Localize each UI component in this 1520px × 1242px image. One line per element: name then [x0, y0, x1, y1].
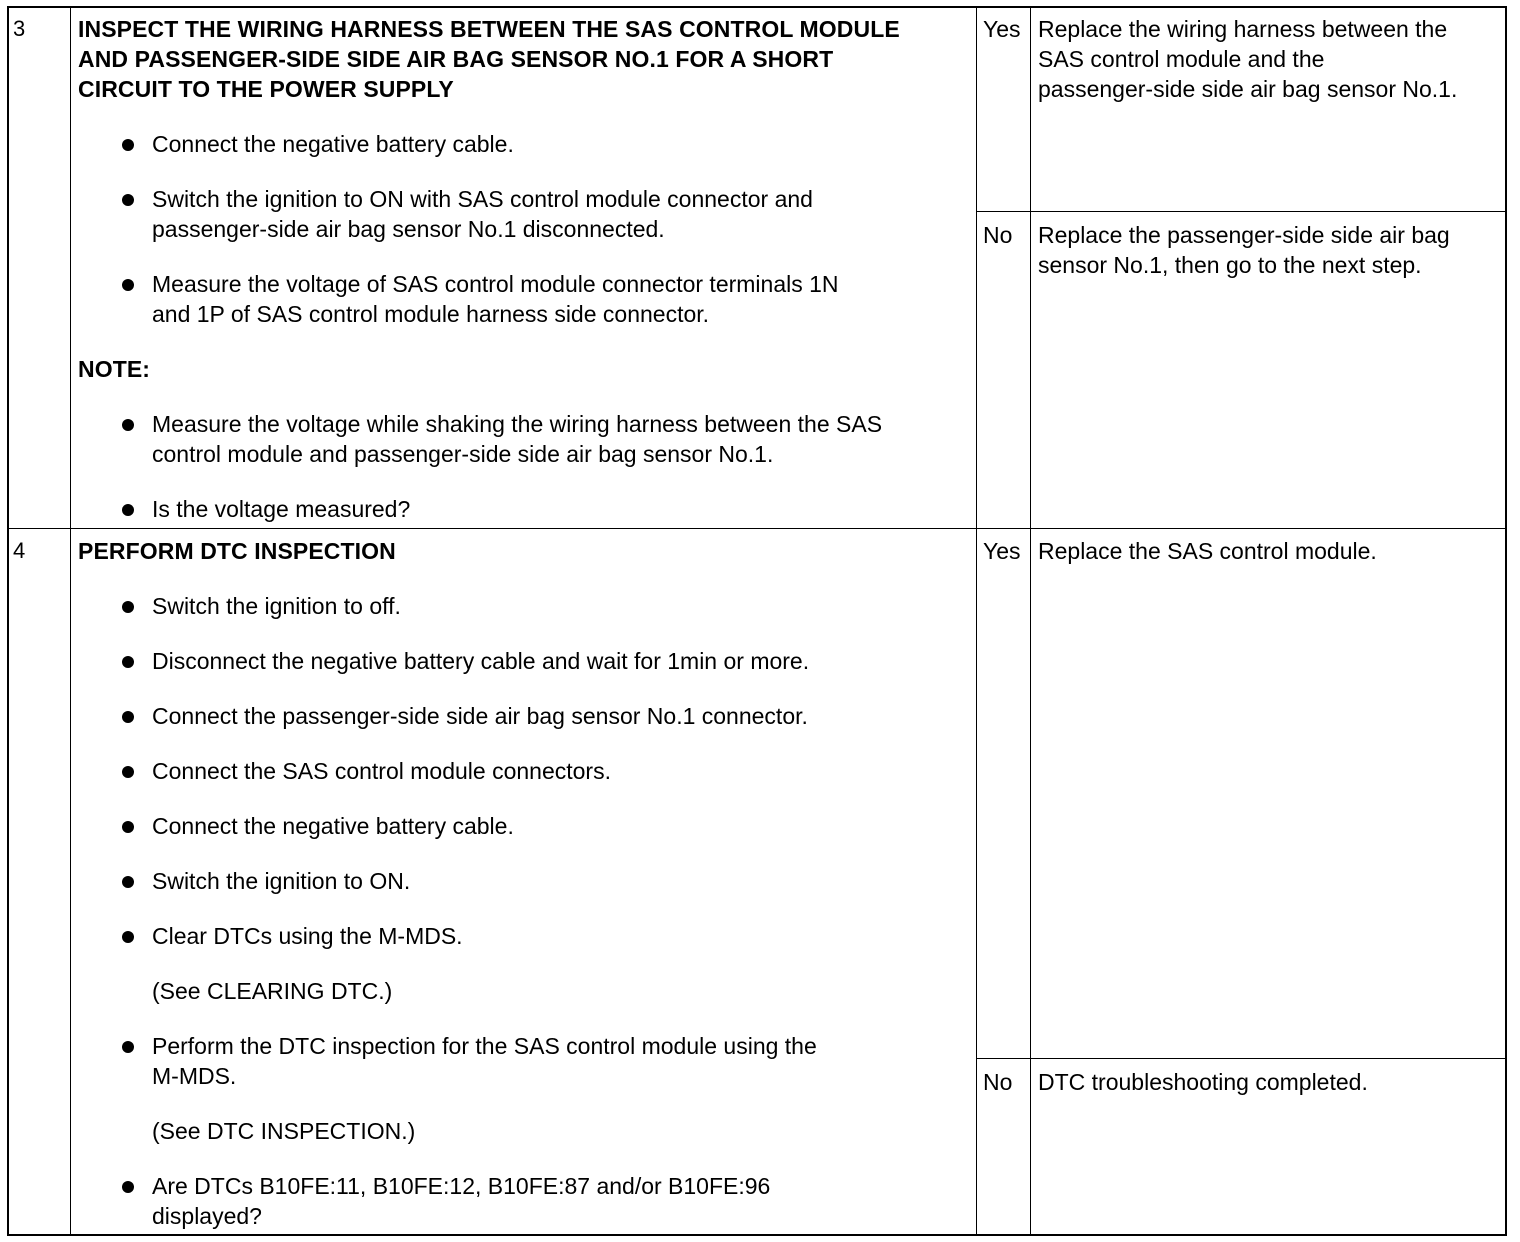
row-divider-step3-yes-no [977, 211, 1506, 212]
list-item-text: Connect the negative battery cable. [152, 813, 514, 839]
bullet-icon [122, 139, 134, 151]
step-3-content [78, 14, 973, 524]
yes-result: Replace the wiring harness between the SAS control module and the passenger-side side air bag sensor No.1. [1038, 16, 1458, 102]
reference-text: (See DTC INSPECTION.) [152, 1118, 416, 1144]
no-result: Replace the passenger-side side air bag sensor No.1, then go to the next step. [1038, 222, 1450, 278]
bullet-icon [122, 766, 134, 778]
no-label: No [983, 1069, 1013, 1095]
bullet-icon [122, 419, 134, 431]
bullet-icon [122, 876, 134, 888]
heading-line: AND PASSENGER-SIDE SIDE AIR BAG SENSOR NO.1 FOR A SHORT [78, 46, 834, 72]
bullet-icon [122, 656, 134, 668]
list-item-text: Is the voltage measured? [152, 496, 411, 522]
list-item-text: Switch the ignition to ON. [152, 868, 411, 894]
yes-label: Yes [983, 16, 1021, 42]
bullet-icon [122, 931, 134, 943]
list-item-text: Connect the SAS control module connectors. [152, 758, 611, 784]
list-item-text: Connect the passenger-side side air bag sensor No.1 connector. [152, 703, 808, 729]
bullet-icon [122, 821, 134, 833]
bullet-icon [122, 601, 134, 613]
list-item-text: Switch the ignition to off. [152, 593, 401, 619]
list-item-text: Connect the negative battery cable. [152, 131, 514, 157]
column-divider-step [70, 7, 71, 1235]
step-number: 4 [13, 538, 26, 563]
reference-text: (See CLEARING DTC.) [152, 978, 393, 1004]
bullet-icon [122, 194, 134, 206]
step-number: 3 [13, 16, 26, 41]
list-item-text: Perform the DTC inspection for the SAS control module using the M-MDS. [152, 1033, 817, 1089]
bullet-icon [122, 279, 134, 291]
yes-label: Yes [983, 538, 1021, 564]
list-item-text: Measure the voltage while shaking the wiring harness between the SAS control module and passenger-side side air bag sensor No.1. [152, 411, 883, 467]
row-divider-step4-yes-no [977, 1058, 1506, 1059]
heading-line: PERFORM DTC INSPECTION [78, 538, 396, 564]
row-divider-step-3-4 [8, 528, 1506, 529]
bullet-icon [122, 1181, 134, 1193]
step-heading [78, 14, 900, 104]
list-item-text: Disconnect the negative battery cable and wait for 1min or more. [152, 648, 810, 674]
bullet-icon [122, 711, 134, 723]
step-4-content [78, 536, 973, 1231]
yes-result: Replace the SAS control module. [1038, 538, 1377, 564]
no-label: No [983, 222, 1013, 248]
heading-line: INSPECT THE WIRING HARNESS BETWEEN THE SAS CONTROL MODULE [78, 16, 900, 42]
list-item-text: Are DTCs B10FE:11, B10FE:12, B10FE:87 and/or B10FE:96 displayed? [152, 1173, 771, 1229]
bullet-icon [122, 504, 134, 516]
step-heading [78, 536, 396, 566]
column-divider-action [976, 7, 977, 1235]
column-divider-answer [1030, 7, 1031, 1235]
list-item-text: Switch the ignition to ON with SAS control module connector and passenger-side air bag sensor No.1 disconnected. [152, 186, 813, 242]
no-result: DTC troubleshooting completed. [1038, 1069, 1368, 1095]
note-label: NOTE: [78, 356, 151, 382]
bullet-icon [122, 1041, 134, 1053]
list-item-text: Measure the voltage of SAS control module connector terminals 1N and 1P of SAS control module harness side connector. [152, 271, 839, 327]
heading-line: CIRCUIT TO THE POWER SUPPLY [78, 76, 454, 102]
list-item-text: Clear DTCs using the M-MDS. [152, 923, 463, 949]
